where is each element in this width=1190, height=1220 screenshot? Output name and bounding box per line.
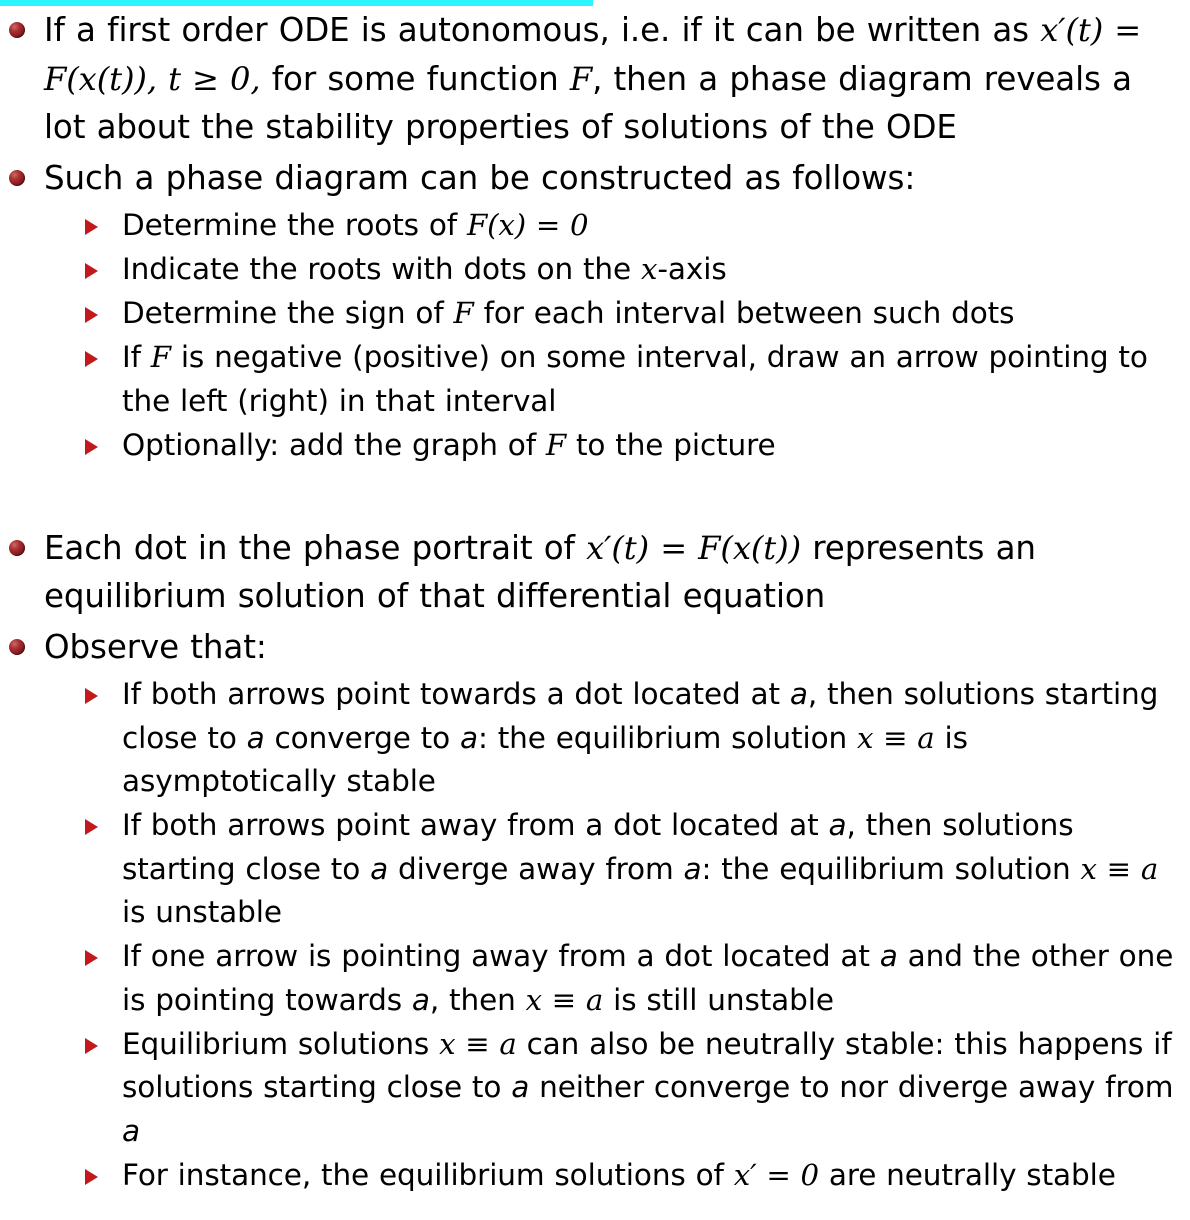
slide-content bbox=[0, 6, 1190, 1198]
sub-item-lead: Indicate the roots with dots on the bbox=[122, 252, 632, 286]
sub-item-symbol: F bbox=[545, 427, 567, 462]
sub-item bbox=[0, 204, 1190, 248]
triangle-bullet-icon bbox=[85, 263, 98, 279]
sub-item-seg1: For instance, the equilibrium solutions of bbox=[122, 1157, 724, 1192]
sub-item-seg1: Equilibrium solutions bbox=[122, 1026, 430, 1061]
bullet-1-symbol-f: F bbox=[569, 59, 593, 98]
sub-item-tail: to the picture bbox=[575, 427, 776, 462]
sub-item-formula: x ≡ a bbox=[1080, 851, 1159, 886]
sub-item-seg3: converge to bbox=[274, 720, 451, 755]
sub-item bbox=[0, 424, 1190, 468]
bullet-item-3 bbox=[0, 524, 1190, 621]
sub-item-seg1: If both arrows point away from a dot located at bbox=[122, 808, 819, 842]
bullet-dot-icon bbox=[9, 639, 25, 655]
sub-item-var: a bbox=[879, 939, 898, 973]
sub-item-var: a bbox=[411, 982, 430, 1017]
triangle-bullet-icon bbox=[85, 219, 98, 235]
sub-item-var: a bbox=[246, 720, 265, 755]
triangle-bullet-icon bbox=[85, 351, 98, 367]
bullet-item-4 bbox=[0, 623, 1190, 672]
sub-item-seg1: If one arrow is pointing away from a dot located at bbox=[122, 939, 870, 973]
sub-item-seg2: are neutrally stable bbox=[828, 1157, 1116, 1192]
bullet-2-sublist bbox=[0, 204, 1190, 467]
sub-item-seg2: can also be neutrally stable: this happens if solutions starting close to bbox=[122, 1026, 1172, 1104]
sub-item-formula: x ≡ a bbox=[439, 1026, 517, 1061]
bullet-item-2 bbox=[0, 154, 1190, 203]
triangle-bullet-icon bbox=[85, 439, 98, 455]
section-spacer bbox=[0, 468, 1190, 524]
sub-item-seg1: If both arrows point towards a dot located at bbox=[122, 677, 780, 711]
sub-item-formula: x ≡ a bbox=[525, 982, 604, 1017]
sub-item-tail: for each interval between such dots bbox=[483, 296, 1015, 330]
bullet-4-sublist bbox=[0, 673, 1190, 1197]
sub-item-symbol: x bbox=[640, 252, 658, 286]
sub-item-seg3: , then bbox=[429, 982, 516, 1017]
bullet-dot-icon bbox=[9, 170, 25, 186]
bullet-3-tail: represents an equilibrium solution of that differential equation bbox=[44, 528, 1036, 615]
bullet-3-lead: Each dot in the phase portrait of bbox=[44, 528, 575, 567]
sub-item-var: a bbox=[122, 1113, 140, 1148]
sub-item bbox=[0, 804, 1190, 935]
sub-item bbox=[0, 248, 1190, 292]
sub-item bbox=[0, 673, 1190, 804]
sub-item bbox=[0, 292, 1190, 336]
sub-item-tail: -axis bbox=[657, 252, 727, 286]
sub-item-seg2: , then solutions starting close to bbox=[122, 677, 1159, 755]
sub-item-seg5: is unstable bbox=[122, 895, 282, 929]
triangle-bullet-icon bbox=[85, 819, 98, 835]
triangle-bullet-icon bbox=[85, 688, 98, 704]
sub-item-var: a bbox=[370, 851, 389, 886]
bullet-1-formula: x′(t) = F(x(t)), t ≥ 0, bbox=[44, 11, 1142, 98]
sub-item-lead: If bbox=[122, 340, 141, 374]
triangle-bullet-icon bbox=[85, 1169, 98, 1185]
triangle-bullet-icon bbox=[85, 307, 98, 323]
triangle-bullet-icon bbox=[85, 950, 98, 966]
sub-item-seg3: diverge away from bbox=[397, 851, 674, 886]
sub-item-symbol: F bbox=[453, 296, 474, 330]
sub-item-seg4: is still unstable bbox=[613, 982, 834, 1017]
sub-item-seg5: is asymptotically stable bbox=[122, 720, 968, 798]
sub-item-symbol: F bbox=[150, 340, 171, 374]
sub-item bbox=[0, 336, 1190, 423]
sub-item-var: a bbox=[828, 808, 847, 842]
sub-item-lead: Optionally: add the graph of bbox=[122, 427, 537, 462]
bullet-1-text-a: If a first order ODE is autonomous, i.e. if it can be written as bbox=[44, 11, 1029, 49]
triangle-bullet-icon bbox=[85, 1038, 98, 1054]
sub-item bbox=[0, 935, 1190, 1022]
sub-item-var: a bbox=[460, 720, 478, 755]
bullet-1-text-c: , then a phase diagram reveals a lot about the stability properties of solutions of the ODE bbox=[44, 59, 1132, 146]
bullet-item-1 bbox=[0, 6, 1190, 152]
bullet-3-formula: x′(t) = F(x(t)) bbox=[586, 528, 802, 567]
sub-item-seg2: , then solutions starting close to bbox=[122, 808, 1074, 886]
sub-item-lead: Determine the sign of bbox=[122, 296, 444, 330]
sub-item-var: a bbox=[511, 1070, 530, 1104]
sub-item bbox=[0, 1154, 1190, 1198]
sub-item-var: a bbox=[789, 677, 808, 711]
sub-item-tail: is negative (positive) on some interval, draw an arrow pointing to the left (right) in that interval bbox=[122, 340, 1148, 418]
bullet-dot-icon bbox=[9, 540, 25, 556]
bullet-4-text: Observe that: bbox=[44, 627, 267, 666]
sub-item-seg2: and the other one is pointing towards bbox=[122, 939, 1174, 1017]
sub-item-lead: Determine the roots of bbox=[122, 208, 458, 242]
sub-item-seg4: : the equilibrium solution bbox=[477, 720, 848, 755]
sub-item-seg4: : the equilibrium solution bbox=[701, 851, 1071, 886]
sub-item bbox=[0, 1023, 1190, 1154]
sub-item-formula: x ≡ a bbox=[857, 720, 935, 755]
bullet-1-text-b: for some function bbox=[271, 59, 559, 98]
bullet-dot-icon bbox=[9, 22, 25, 38]
sub-item-seg3: neither converge to nor diverge away from bbox=[539, 1070, 1174, 1104]
bullet-2-text: Such a phase diagram can be constructed as follows: bbox=[44, 158, 916, 197]
sub-item-formula: F(x) = 0 bbox=[466, 208, 589, 242]
sub-item-formula: x′ = 0 bbox=[733, 1157, 819, 1192]
sub-item-var: a bbox=[683, 851, 702, 886]
